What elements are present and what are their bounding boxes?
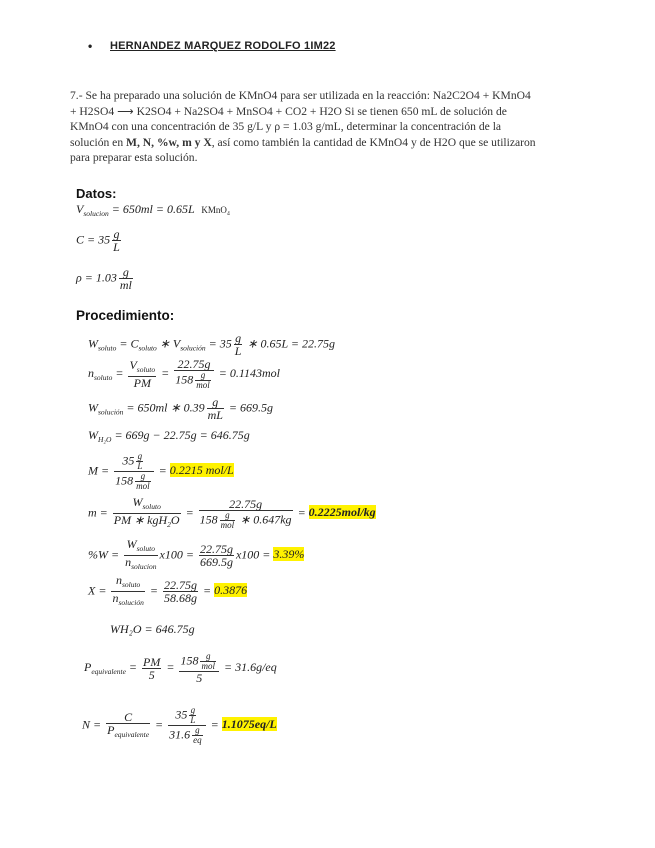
eq-percent-w: %W = $\frac{W_{soluto}}{n_{solucion}}$ x100 = $\frac{22.75g}{669.5g}$ x100 = 3.39% xyxy=(88,537,305,571)
molality-result: 0.2225mol/kg xyxy=(308,505,376,520)
eq-molality: m = $\frac{W_{soluto}}{PM ∗ kgH_2O}$ = 22.75g 158 $\frac{g}{\text{mol}}$ ∗ 0.647kg = 0.2225mol/kg xyxy=(88,495,376,530)
author-name: HERNANDEZ MARQUEZ RODOLFO 1IM22 xyxy=(110,40,336,52)
problem-text-bold: M, N, %w, m y X xyxy=(126,135,212,149)
eq-molarity: M = 35 $\frac{g}{L}$ 158 $\frac{g}{\text{mol}}$ = 0.2215 mol/L xyxy=(88,451,234,491)
eq-mole-fraction: X = $\frac{n_{soluto}}{n_{solución}}$ = $\frac{22.75g}{58.68g}$ = 0.3876 xyxy=(88,573,248,607)
datos-concentration: C = 35 $\frac{g}{L}$ xyxy=(76,227,120,254)
problem-statement xyxy=(70,88,540,166)
problem-text-part2: , así como también la cantidad de KMnO4 y de H2O que se utilizaron para preparar esta solución. xyxy=(70,135,536,164)
problem-text-part1: 7.- Se ha preparado una solución de KMnO4 para ser utilizada en la reacción: Na2C2O4 + KMnO4 + H2SO4 ⟶ K2SO4 + Na2SO4 + MnSO4 + CO2 + H2O Si se tienen 650 mL de solución de KMnO4 con una concentración de 35 g/L y ρ = 1.03 g/mL, determinar la concentración de la solución en xyxy=(70,89,531,149)
eq-p-equivalente: $P_{equivalente}$ = $\frac{PM}{5}$ = 158 $\frac{g}{\text{mol}}$ 5 = 31.6g/eq xyxy=(84,651,277,685)
eq-n-soluto: $n_{soluto}$ = $\frac{V_{soluto}}{PM}$ = 22.75g 158 $\frac{g}{\text{mol}}$ = 0.1143mol xyxy=(88,357,280,390)
eq-w-solucion: $W_{solución} = 650ml$ ∗ 0.39 $\frac{g}{mL}$ = 669.5g xyxy=(88,395,274,422)
eq-normality: N = $\frac{C}{P_{equivalente}}$ = 35 $\frac{g}{L}$ 31.6 $\frac{g}{eq}$ = 1.1075eq/L xyxy=(82,705,277,745)
molarity-result: 0.2215 mol/L xyxy=(169,463,234,478)
datos-density: ρ = 1.03 $\frac{g}{ml}$ xyxy=(76,265,132,292)
percent-w-result: 3.39% xyxy=(273,547,305,562)
datos-volume: $V_{solucion} = 650ml = 0.65L$ KMnO₄ xyxy=(76,202,231,218)
procedimiento-heading: Procedimiento: xyxy=(76,308,175,323)
eq-w-soluto: $W_{soluto} = C_{soluto}$ ∗ $V_{solución} = 35$ $\frac{g}{L}$ ∗ 0.65L = 22.75g xyxy=(88,331,336,358)
eq-w-h2o: $W_{H_2O} = 669g - 22.75g = 646.75g$ xyxy=(88,428,250,444)
mole-fraction-result: 0.3876 xyxy=(214,583,248,598)
bullet-point: • xyxy=(88,39,93,53)
eq-wh2o-line: WH₂O = 646.75g xyxy=(110,622,195,636)
author-header xyxy=(88,39,336,53)
normality-result: 1.1075eq/L xyxy=(221,717,277,732)
datos-heading: Datos: xyxy=(76,186,117,201)
